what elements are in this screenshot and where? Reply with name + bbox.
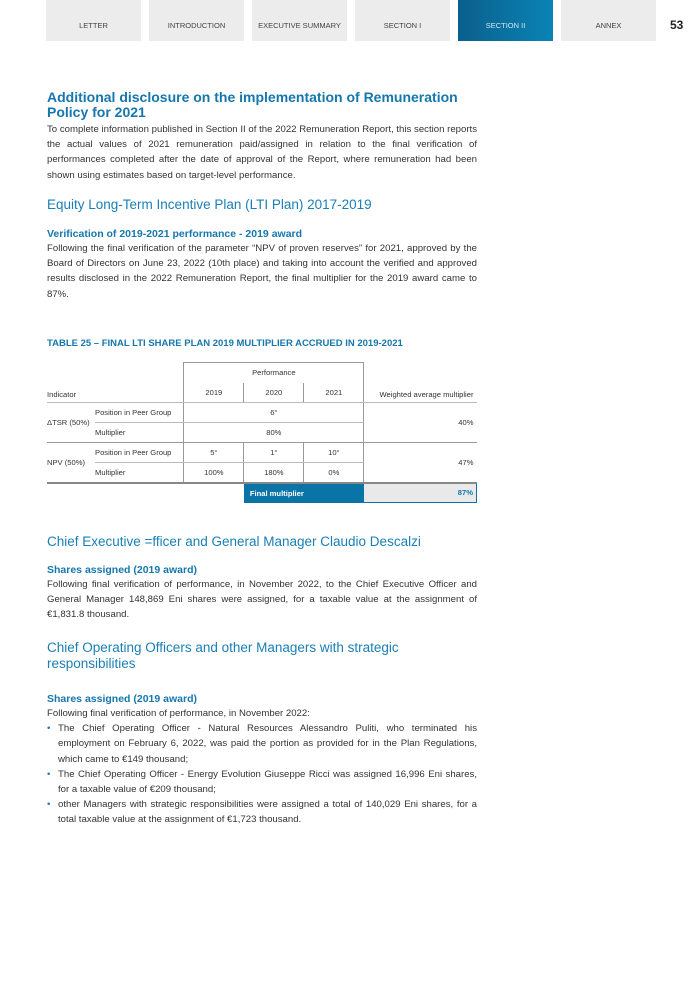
coo-list	[47, 721, 477, 827]
cell: 10°	[304, 443, 364, 463]
cell: 80%	[184, 423, 364, 443]
tab-letter[interactable]: LETTER	[46, 0, 141, 41]
cell: 0%	[304, 463, 364, 483]
cell: 180%	[244, 463, 304, 483]
list-item: • other Managers with strategic responsibilities were assigned a total of 140,029 Eni shares, for a total taxable value at the assignment of €1,723 thousand.	[47, 797, 477, 827]
lti-subtitle: Verification of 2019-2021 performance - 2019 award	[47, 228, 303, 240]
cell: 6°	[184, 403, 364, 423]
cell: 5°	[184, 443, 244, 463]
section-title: Additional disclosure on the implementation of Remuneration Policy for 2021	[47, 89, 458, 120]
indicator-tsr: ΔTSR (50%)	[47, 403, 95, 443]
tab-executive-summary[interactable]: EXECUTIVE SUMMARY	[252, 0, 347, 41]
section-tabs	[46, 0, 656, 41]
cell: 100%	[184, 463, 244, 483]
coo-title: Chief Operating Officers and other Managers with strategic responsibilities	[47, 640, 399, 671]
multiplier-table	[47, 362, 477, 503]
final-multiplier-value: 87%	[364, 483, 477, 503]
list-item: • The Chief Operating Officer - Natural Resources Alessandro Puliti, who terminated his employment on February 6, 2022, was paid the portion as provided for in the Plan Regulations, which came to €149 thousand;	[47, 721, 477, 767]
header-indicator: Indicator	[47, 363, 184, 403]
weighted-tsr: 40%	[364, 403, 477, 443]
row-label: Multiplier	[95, 423, 184, 443]
indicator-npv: NPV (50%)	[47, 443, 95, 483]
ceo-body: Following final verification of performance, in November 2022, to the Chief Executive Officer and General Manager 148,869 Eni shares were assigned, for a taxable value at the assignment of €1,831.8 thousand.	[47, 579, 477, 621]
tab-annex[interactable]: ANNEX	[561, 0, 656, 41]
table-title: TABLE 25 – FINAL LTI SHARE PLAN 2019 MULTIPLIER ACCRUED IN 2019-2021	[47, 338, 403, 349]
tab-section-ii[interactable]: SECTION II	[458, 0, 553, 41]
year-2020: 2020	[244, 383, 304, 403]
lti-title: Equity Long-Term Incentive Plan (LTI Plan) 2017-2019	[47, 197, 372, 212]
header-performance: Performance	[184, 363, 364, 383]
tab-introduction[interactable]: INTRODUCTION	[149, 0, 244, 41]
coo-intro: Following final verification of performance, in November 2022:	[47, 708, 310, 719]
year-2021: 2021	[304, 383, 364, 403]
header-weighted: Weighted average multiplier	[364, 363, 477, 403]
page-number: 53	[670, 18, 684, 32]
ceo-title: Chief Executive =fficer and General Manager Claudio Descalzi	[47, 534, 421, 549]
coo-subtitle: Shares assigned (2019 award)	[47, 693, 197, 705]
final-multiplier-label: Final multiplier	[244, 483, 364, 503]
row-label: Position in Peer Group	[95, 443, 184, 463]
lti-body: Following the final verification of the parameter “NPV of proven reserves” for 2021, approved by the Board of Directors on June 23, 2022 (10th place) and taking into account the verified and approved results disclosed in the 2022 Remuneration Report, the final multiplier for the 2019 award came to 87%.	[47, 243, 477, 300]
section-body: To complete information published in Section II of the 2022 Remuneration Report, this section reports the actual values of 2021 remuneration paid/assigned in relation to the final verification of performances completed after the date of approval of the Report, where remuneration had been shown using estimates based on target-level performance.	[47, 124, 477, 181]
tab-section-i[interactable]: SECTION I	[355, 0, 450, 41]
row-label: Multiplier	[95, 463, 184, 483]
ceo-subtitle: Shares assigned (2019 award)	[47, 564, 197, 576]
year-2019: 2019	[184, 383, 244, 403]
list-item: • The Chief Operating Officer - Energy Evolution Giuseppe Ricci was assigned 16,996 Eni shares, for a taxable value of €209 thousand;	[47, 767, 477, 797]
cell: 1°	[244, 443, 304, 463]
row-label: Position in Peer Group	[95, 403, 184, 423]
weighted-npv: 47%	[364, 443, 477, 483]
